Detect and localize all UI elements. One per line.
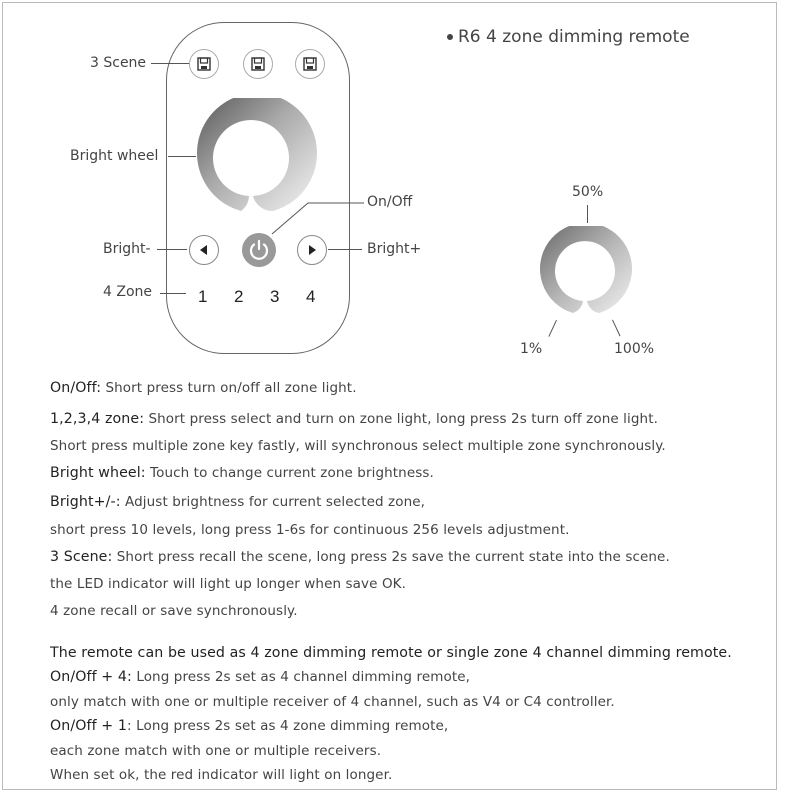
zone-button-4[interactable]: 4: [306, 287, 316, 306]
wheel-100-label: 100%: [614, 341, 655, 357]
mode-line-4: each zone match with one or multiple receivers.: [50, 743, 382, 759]
desc-line-3: Short press multiple zone key fastly, will synchronous select multiple zone synchronously.: [50, 438, 666, 454]
page-title: R6 4 zone dimming remote: [447, 27, 690, 47]
scene-button-2[interactable]: [243, 49, 273, 79]
on-off-label: On/Off: [367, 194, 413, 210]
left-arrow-icon: [190, 236, 218, 264]
save-icon: [303, 57, 317, 71]
wheel-1-label: 1%: [520, 341, 543, 357]
bright-minus-button[interactable]: [189, 235, 219, 265]
mode-line-2: only match with one or multiple receiver of 4 channel, such as V4 or C4 controller.: [50, 694, 615, 710]
bright-plus-leader-line: [328, 249, 362, 250]
desc-line-5: Bright+/-: Adjust brightness for current selected zone,: [50, 494, 426, 510]
mode-heading: The remote can be used as 4 zone dimming remote or single zone 4 channel dimming remote.: [50, 645, 732, 661]
desc-line-8: the LED indicator will light up longer when save OK.: [50, 576, 407, 592]
zone-button-1[interactable]: 1: [198, 287, 208, 306]
desc-line-7: 3 Scene: Short press recall the scene, long press 2s save the current state into the scene.: [50, 549, 670, 565]
scene-label: 3 Scene: [90, 55, 147, 71]
desc-line-6: short press 10 levels, long press 1-6s for continuous 256 levels adjustment.: [50, 522, 570, 538]
save-icon: [251, 57, 265, 71]
remote-body: [166, 22, 350, 354]
zone-button-2[interactable]: 2: [234, 287, 244, 306]
bright-minus-label: Bright-: [103, 241, 151, 257]
bullet-icon: [447, 34, 453, 40]
right-arrow-icon: [298, 236, 326, 264]
bright-minus-leader-line: [157, 249, 187, 250]
zone-label: 4 Zone: [103, 284, 152, 300]
on-off-leader-line: [268, 200, 368, 240]
mode-line-5: When set ok, the red indicator will light on longer.: [50, 767, 393, 783]
mode-line-1: On/Off + 4: Long press 2s set as 4 channel dimming remote,: [50, 669, 471, 685]
bright-wheel-label: Bright wheel: [70, 148, 159, 164]
zone-leader-line: [160, 293, 186, 294]
wheel-50-tick: [587, 205, 588, 223]
brightness-wheel-diagram: [536, 226, 636, 318]
desc-line-4: Bright wheel: Touch to change current zone brightness.: [50, 465, 434, 481]
bright-wheel-leader-line: [168, 156, 196, 157]
mode-line-3: On/Off + 1: Long press 2s set as 4 zone dimming remote,: [50, 718, 449, 734]
zone-button-3[interactable]: 3: [270, 287, 280, 306]
desc-line-2: 1,2,3,4 zone: Short press select and turn on zone light, long press 2s turn off zone light.: [50, 411, 658, 427]
wheel-50-label: 50%: [572, 184, 604, 200]
desc-line-9: 4 zone recall or save synchronously.: [50, 603, 298, 619]
save-icon: [197, 57, 211, 71]
scene-button-3[interactable]: [295, 49, 325, 79]
desc-line-1: On/Off: Short press turn on/off all zone light.: [50, 380, 357, 396]
bright-plus-label: Bright+: [367, 241, 422, 257]
scene-leader-line: [151, 63, 189, 64]
scene-button-1[interactable]: [189, 49, 219, 79]
